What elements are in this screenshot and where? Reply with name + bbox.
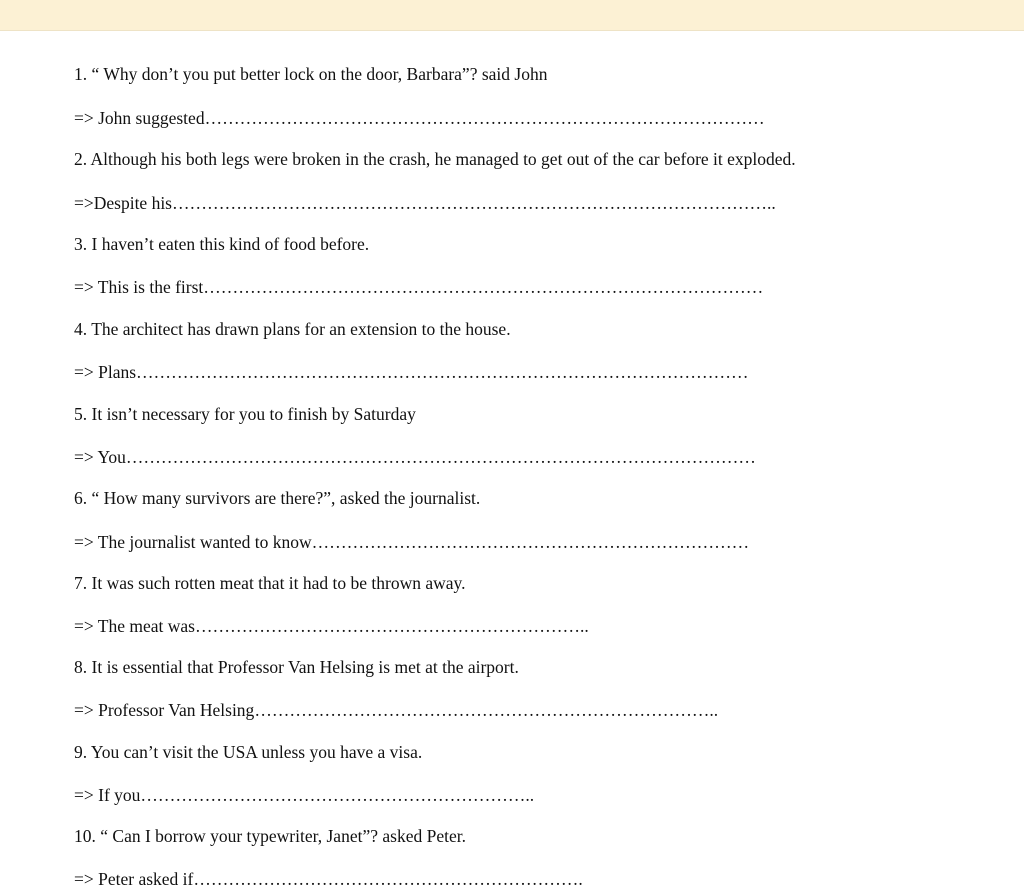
answer-prefix: => The journalist wanted to know xyxy=(74,532,312,552)
answer-prefix: => If you xyxy=(74,785,141,805)
question-text: “ Why don’t you put better lock on the door, Barbara”? said John xyxy=(91,64,548,84)
question-10 xyxy=(74,825,466,847)
question-9 xyxy=(74,741,422,763)
question-number: 5. xyxy=(74,404,88,424)
answer-blank: …………………………………………………………………………………… xyxy=(203,277,764,297)
answer-blank: ……………………………………………………………………………………………… xyxy=(125,447,756,467)
question-number: 1. xyxy=(74,64,88,84)
question-text: It isn’t necessary for you to finish by Saturday xyxy=(91,404,416,424)
question-text: It was such rotten meat that it had to be thrown away. xyxy=(91,573,466,593)
question-number: 2. xyxy=(74,149,88,169)
question-number: 3. xyxy=(74,234,88,254)
answer-blank: ………………………………………………………….. xyxy=(140,785,535,805)
answer-blank: ………………………………………………………………………………………….. xyxy=(172,193,776,213)
answer-blank: ………………………………………………………………… xyxy=(311,532,750,552)
question-text: “ How many survivors are there?”, asked the journalist. xyxy=(91,488,481,508)
answer-prefix: => Plans xyxy=(74,362,137,382)
question-6 xyxy=(74,487,480,509)
answer-2 xyxy=(74,192,776,214)
answer-prefix: =>Despite his xyxy=(74,193,172,213)
question-number: 6. xyxy=(74,488,88,508)
answer-1 xyxy=(74,107,765,129)
question-number: 7. xyxy=(74,573,88,593)
question-text: I haven’t eaten this kind of food before. xyxy=(91,234,370,254)
question-number: 4. xyxy=(74,319,88,339)
answer-prefix: => Professor Van Helsing xyxy=(74,700,255,720)
question-number: 10. xyxy=(74,826,96,846)
answer-6 xyxy=(74,531,749,553)
answer-10 xyxy=(74,868,583,890)
answer-prefix: => Peter asked if xyxy=(74,869,194,889)
answer-5 xyxy=(74,446,756,468)
answer-blank: ………………………………………………………….. xyxy=(194,616,589,636)
answer-prefix: => John suggested xyxy=(74,108,205,128)
question-text: “ Can I borrow your typewriter, Janet”? asked Peter. xyxy=(100,826,466,846)
answer-prefix: => This is the first xyxy=(74,277,204,297)
answer-3 xyxy=(74,276,763,298)
question-7 xyxy=(74,572,466,594)
question-2 xyxy=(74,148,796,170)
question-3 xyxy=(74,233,369,255)
question-4 xyxy=(74,318,511,340)
question-text: Although his both legs were broken in the crash, he managed to get out of the car before it exploded. xyxy=(90,149,796,169)
question-text: You can’t visit the USA unless you have a visa. xyxy=(90,742,423,762)
answer-9 xyxy=(74,784,534,806)
answer-prefix: => You xyxy=(74,447,126,467)
answer-7 xyxy=(74,615,589,637)
question-8 xyxy=(74,656,519,678)
question-number: 8. xyxy=(74,657,88,677)
question-5 xyxy=(74,403,416,425)
question-text: The architect has drawn plans for an extension to the house. xyxy=(91,319,511,339)
question-number: 9. xyxy=(74,742,88,762)
answer-4 xyxy=(74,361,749,383)
question-text: It is essential that Professor Van Helsing is met at the airport. xyxy=(91,657,519,677)
answer-8 xyxy=(74,699,718,721)
answer-blank: …………………………………………………………………………………… xyxy=(204,108,765,128)
answer-prefix: => The meat was xyxy=(74,616,195,636)
answer-blank: …………………………………………………………………………………………… xyxy=(136,362,749,382)
question-1 xyxy=(74,63,547,85)
answer-blank: …………………………………………………………. xyxy=(193,869,583,889)
answer-blank: …………………………………………………………………….. xyxy=(254,700,719,720)
